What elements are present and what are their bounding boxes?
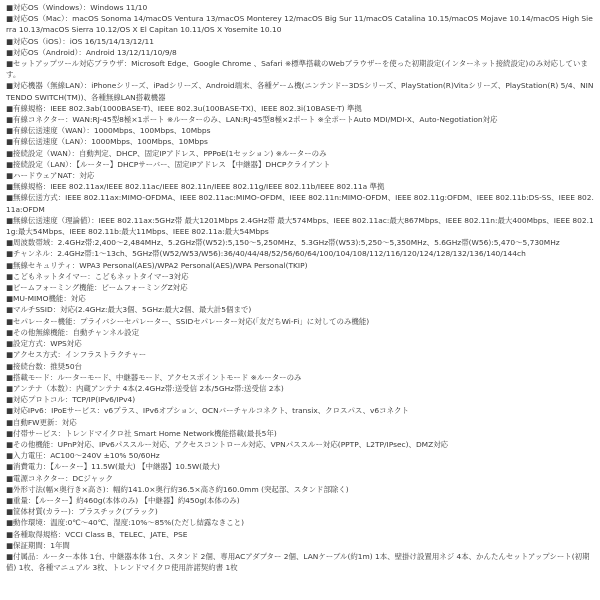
spec-connection-wan: ■接続設定（WAN）：自動判定、DHCP、固定IPアドレス、PPPoE(1セッション) ※ルーターのみ	[6, 148, 327, 158]
spec-other-wireless: ■その他無線機能：自動チャンネル設定	[6, 327, 140, 337]
spec-hardware-nat: ■ハードウェアNAT：対応	[6, 171, 95, 181]
spec-power-connector: ■電源コネクター：DCジャック	[6, 473, 113, 483]
spec-wired-standard: ■有線規格：IEEE 802.3ab(1000BASE-T)、IEEE 802.3u(100BASE-TX)、IEEE 802.3i(10BASE-T) 準拠	[6, 103, 362, 113]
spec-service: ■付帯サービス：トレンドマイクロ社 Smart Home Network機能搭載(最長5年)	[6, 428, 277, 438]
spec-setup-method: ■設定方式：WPS対応	[6, 339, 82, 349]
spec-accessories: ■付属品：ルーター本体 1台、中継器本体 1台、スタンド 2個、専用ACアダプター 2個、LANケーブル(約1m) 1本、壁掛け設置用ネジ 4本、かんたんセットアップシート(初期値) 1枚、各種マニュアル 3枚、トレンドマイクロ使用許諾契約書 1枚	[6, 551, 590, 573]
spec-other-functions: ■その他機能：UPnP対応、IPv6パススルー対応、アクセスコントロール対応、VPNパススルー対応(PPTP、L2TP/IPsec)、DMZ対応	[6, 439, 449, 449]
spec-environment: ■動作環境：温度:0℃～40℃、湿度:10%～85%(ただし結露なきこと)	[6, 518, 244, 528]
spec-os-ios: ■対応OS（iOS）：iOS 16/15/14/13/12/11	[6, 36, 155, 46]
spec-multi-ssid: ■マルチSSID：対応(2.4GHz:最大3個、5GHz:最大2個、最大計5個まで)	[6, 305, 252, 315]
spec-material: ■筐体材質(カラー)：プラスチック(ブラック)	[6, 507, 158, 517]
spec-wireless-devices: ■対応機器（無線LAN）：iPhoneシリーズ、iPadシリーズ、Android端末、各種ゲーム機(ニンテンドー3DSシリーズ、PlayStation(R)Vitaシリーズ、PlayStation(R) 5/4、NINTENDO SWITCH(TM))、各種無線LAN搭載機器	[6, 81, 594, 102]
spec-beamforming: ■ビームフォーミング機能：ビームフォーミングZ対応	[6, 283, 188, 293]
spec-antenna: ■アンテナ（本数）：内蔵アンテナ 4本(2.4GHz帯:送受信 2本/5GHz帯:送受信 2本)	[6, 383, 284, 393]
spec-wireless-method: ■無線伝送方式：IEEE 802.11ax:MIMO-OFDMA、IEEE 802.11ac:MIMO-OFDM、IEEE 802.11n:MIMO-OFDM、IEEE 802.11g:OFDM、IEEE 802.11b:DS-SS、IEEE 802.11a:OFDM	[6, 193, 594, 214]
spec-wired-speed-lan: ■有線伝送速度（LAN）：1000Mbps、100Mbps、10Mbps	[6, 137, 208, 147]
spec-weight: ■重量：【ルーター】約460g(本体のみ) 【中継器】約450g(本体のみ)	[6, 495, 240, 505]
spec-wireless-security: ■無線セキュリティ：WPA3 Personal(AES)/WPA2 Personal(AES)/WPA Personal(TKIP)	[6, 260, 308, 270]
spec-channel: ■チャンネル：2.4GHz帯:1～13ch、5GHz帯(W52/W53/W56):36/40/44/48/52/56/60/64/100/104/108/112/116/120/124/128/132/136/140/144ch	[6, 249, 526, 259]
spec-access-method: ■アクセス方式：インフラストラクチャー	[6, 350, 147, 360]
spec-connection-lan: ■接続設定（LAN）：【ルーター】DHCPサーバー、固定IPアドレス 【中継器】DHCPクライアント	[6, 159, 331, 169]
spec-setup-browser: ■セットアップツール対応ブラウザ：Microsoft Edge、Google Chrome 、Safari ※標準搭載のWebブラウザーを使った初期設定(インターネット接続設定)のみ対応しています。	[6, 59, 588, 80]
spec-protocol: ■対応プロトコル：TCP/IP(IPv6/IPv4)	[6, 395, 136, 405]
spec-power-consumption: ■消費電力：【ルーター】11.5W(最大) 【中継器】10.5W(最大)	[6, 462, 220, 472]
spec-input-voltage: ■入力電圧：AC100～240V ±10% 50/60Hz	[6, 451, 160, 461]
spec-frequency-band: ■周波数帯域：2.4GHz帯:2,400～2,484MHz、5.2GHz帯(W52):5,150～5,250MHz、5.3GHz帯(W53):5,250～5,350MHz、5.6GHz帯(W56):5,470～5,730MHz	[6, 238, 560, 248]
spec-kids-timer: ■こどもネットタイマー：こどもネットタイマー3対応	[6, 271, 189, 281]
spec-os-android: ■対応OS（Android）：Android 13/12/11/10/9/8	[6, 47, 177, 57]
spec-ipv6: ■対応IPv6：IPoEサービス：v6プラス、IPv6オプション、OCNバーチャルコネクト、transix、クロスパス、v6コネクト	[6, 406, 409, 416]
spec-os-mac: ■対応OS（Mac）：macOS Sonoma 14/macOS Ventura 13/macOS Monterey 12/macOS Big Sur 11/macOS Catalina 10.15/macOS Mojave 10.14/macOS High Sierra 10.13/macOS Sierra 10.12/OS X El Capitan 10.11/OS X Yosemite 10.10	[6, 14, 593, 35]
spec-mu-mimo: ■MU-MIMO機能：対応	[6, 294, 86, 304]
spec-separator: ■セパレーター機能：プライバシーセパレーター、SSIDセパレーター対応(「友だちWi-Fi」に対してのみ機能)	[6, 316, 370, 326]
spec-dimensions: ■外形寸法(幅×奥行き×高さ)：幅約141.0×奥行約36.5×高さ約160.0mm (突起部、スタンド部除く)	[6, 484, 349, 494]
spec-connections: ■接続台数：推奨50台	[6, 361, 82, 371]
spec-modes: ■搭載モード：ルーターモード、中継器モード、アクセスポイントモード ※ルーターのみ	[6, 372, 302, 382]
spec-wireless-standard: ■無線規格：IEEE 802.11ax/IEEE 802.11ac/IEEE 802.11n/IEEE 802.11g/IEEE 802.11b/IEEE 802.11a 準拠	[6, 182, 385, 192]
spec-wired-speed-wan: ■有線伝送速度（WAN）：1000Mbps、100Mbps、10Mbps	[6, 126, 211, 136]
spec-auto-fw-update: ■自動FW更新：対応	[6, 417, 77, 427]
spec-warranty: ■保証期間：1年間	[6, 540, 70, 550]
spec-os-windows: ■対応OS（Windows）：Windows 11/10	[6, 3, 148, 12]
spec-certifications: ■各種取得規格：VCCI Class B、TELEC、JATE、PSE	[6, 529, 188, 539]
spec-wired-connector: ■有線コネクター：WAN:RJ-45型8極×1ポート ※ルーターのみ、LAN:RJ-45型8極×2ポート ※全ポートAuto MDI/MDI-X、Auto-Negotiation対応	[6, 115, 498, 125]
spec-wireless-speed: ■無線伝送速度（理論値）：IEEE 802.11ax:5GHz帯 最大1201Mbps 2.4GHz帯 最大574Mbps、IEEE 802.11ac:最大867Mbps、IEEE 802.11n:最大400Mbps、IEEE 802.11g:最大54Mbps、IEEE 802.11b:最大11Mbps、IEEE 802.11a:最大54Mbps	[6, 215, 594, 237]
